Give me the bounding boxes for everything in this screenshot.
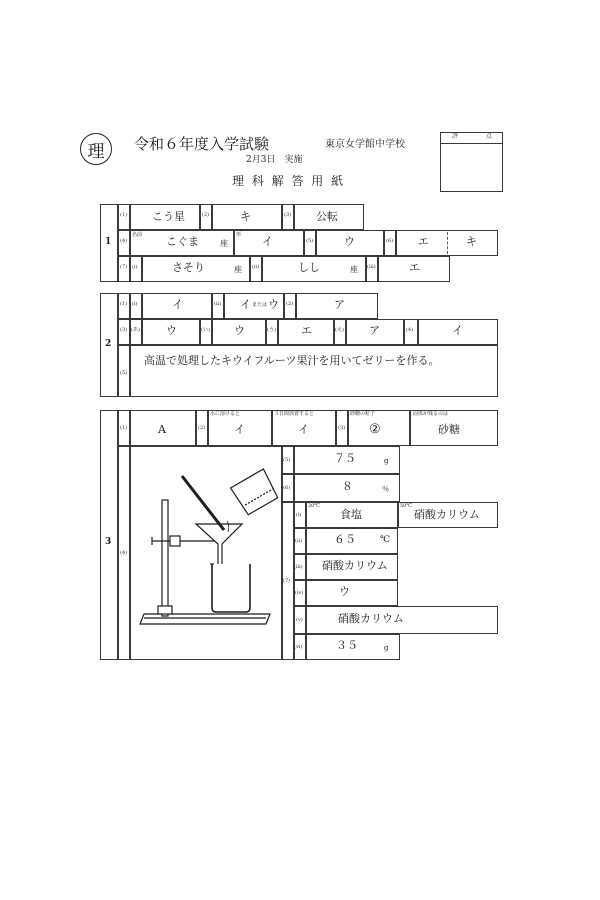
school-name: 東京女学館中学校 [325,139,405,150]
stand-clamp [170,536,180,546]
q3-header-4top: 固体が残るのは [413,411,449,417]
q1-za-label: 座 [220,239,228,248]
q2-label-a: (あ) [131,327,140,333]
q3-answer-7i-20: 食塩 [340,508,362,521]
q1-label-7ii: (ii) [252,264,260,270]
q3-label-7vi: (vi) [294,644,303,650]
q1-answer-7i: さそり [172,261,205,274]
q2-answer-e: ア [369,324,380,337]
q3-answer-7iii: 硝酸カリウム [322,559,388,572]
q3-answer-5: ７５ [334,452,356,465]
q1-answer-5: ウ [344,235,355,248]
q2-label-4: (4) [406,327,414,333]
q2-answer-1ii-b: ウ [268,298,279,311]
q3-answer-6: ８ [342,480,353,493]
q2-label-i: (い) [201,327,210,333]
q3-header-2a: 水に溶けると [210,411,241,417]
q1-label-5: (5) [306,238,314,244]
q2-label-1: (1) [120,301,128,307]
q3-unit-7ii: ℃ [380,535,391,545]
q1-label-3: (3) [284,212,292,218]
q1-answer-6a: エ [418,235,429,248]
filtration-apparatus-drawing [130,446,282,660]
pouring-beaker [231,469,280,516]
q3-label-7: (7) [283,578,291,584]
q1-name-answer: こぐま [166,235,199,248]
q3-answer-2a: イ [234,423,245,436]
sheet-title: 理 科 解 答 用 紙 [232,174,346,188]
subject-mark: 理 [87,141,105,162]
q2-answer-i: ウ [234,324,245,337]
q3-answer-4top: 砂糖 [438,423,460,436]
q3-answer-7iv: ウ [339,585,350,598]
q3-header-20c: 20℃ [308,503,320,509]
q3-answer-1: A [158,423,166,436]
q1-label-7i: (i) [132,264,138,270]
score-label-1: 評 [452,133,459,140]
q1-label-4: (4) [120,238,128,244]
q3-answer-7vi: ３５ [336,639,358,652]
q1-answer-1: こう星 [152,210,185,223]
q3-unit-5: g [384,457,389,465]
q1-number: 1 [105,237,112,247]
funnel [196,524,242,570]
q3-answer-7iv-cell [306,580,398,606]
q2-answer-2: ア [334,298,345,311]
q1-label-2: (2) [202,212,210,218]
q1-answer-7iii: エ [409,261,420,274]
q3-label-5: (5) [283,457,291,463]
q2-answer-4: イ [452,324,463,337]
q2-label-3: (3) [120,327,128,333]
q1-name-label: 名前 [132,232,143,238]
q3-header-50c: 50℃ [400,503,412,509]
score-box [440,132,503,192]
q3-label-7ii: (ii) [295,538,303,544]
q3-number: 3 [105,537,112,547]
q2-label-1ii: (ii) [214,301,222,307]
q1-label-6: (6) [386,238,394,244]
q1-answer-6-divider [447,232,448,254]
q2-label-u: (う) [267,327,276,333]
q1-label-7: (7) [120,264,128,270]
q3-label-2: (2) [198,425,206,431]
q3-answer-7v: 硝酸カリウム [338,612,404,625]
stand-base [140,614,270,624]
q1-answer-6b: キ [466,235,477,248]
q3-label-7iii: (iii) [294,564,303,570]
q3-label-7iv: (iv) [295,590,304,596]
q3-label-4: (4) [120,550,128,556]
q2-answer-u: エ [301,324,312,337]
q2-answer-1ii-or: または [252,302,268,308]
q2-number: 2 [105,339,112,349]
q3-header-2b: ３日間放置すると [274,411,315,417]
q3-label-7v: (v) [296,617,303,623]
q3-answer-7ii: ６５ [334,533,356,546]
q1-label-7iii: (iii) [367,264,376,270]
q3-answer-7i-50: 硝酸カリウム [414,508,480,521]
score-label-2: 点 [486,133,493,140]
q2-answer-1i: イ [172,298,183,311]
exam-date: 2月3日 実施 [246,155,303,165]
q2-label-1i: (i) [132,301,138,307]
q1-answer-7ii: しし [298,261,320,274]
q1-za-label-2: 座 [350,265,358,274]
q1-answer-3: 公転 [316,210,338,223]
q2-label-2: (2) [286,301,294,307]
stand-rod [162,500,168,616]
q3-header-3: 砂糖の粒子 [350,411,376,417]
receiving-beaker [212,564,250,612]
score-box-divider [440,143,503,144]
exam-title: 令和６年度入学試験 [134,135,270,153]
q3-label-7i: (i) [296,512,302,518]
q3-answer-2b: イ [298,423,309,436]
q1-answer-2: キ [240,210,251,223]
q1-za-label-1: 座 [234,265,242,274]
glass-rod [182,476,224,530]
q2-label-5: (5) [120,370,128,376]
q2-answer-5: 高温で処理したキウイフルーツ果汁を用いてゼリーを作る。 [144,354,440,367]
q1-shape-label: 形 [236,232,242,238]
q1-shape-answer: イ [262,235,273,248]
q2-answer-1ii-a: イ [240,298,251,311]
q2-label-e: (え) [335,327,344,333]
q3-answer-3: ② [369,422,381,437]
q2-answer-a: ウ [166,324,177,337]
q3-unit-6: ％ [382,485,389,493]
q3-unit-7vi: g [384,644,389,652]
q3-label-3: (3) [338,425,346,431]
q3-number-cell [100,410,118,660]
q3-label-6: (6) [283,485,291,491]
q1-label-1: (1) [120,212,128,218]
subject-mark-circle [80,133,112,165]
q3-label-1: (1) [120,425,128,431]
